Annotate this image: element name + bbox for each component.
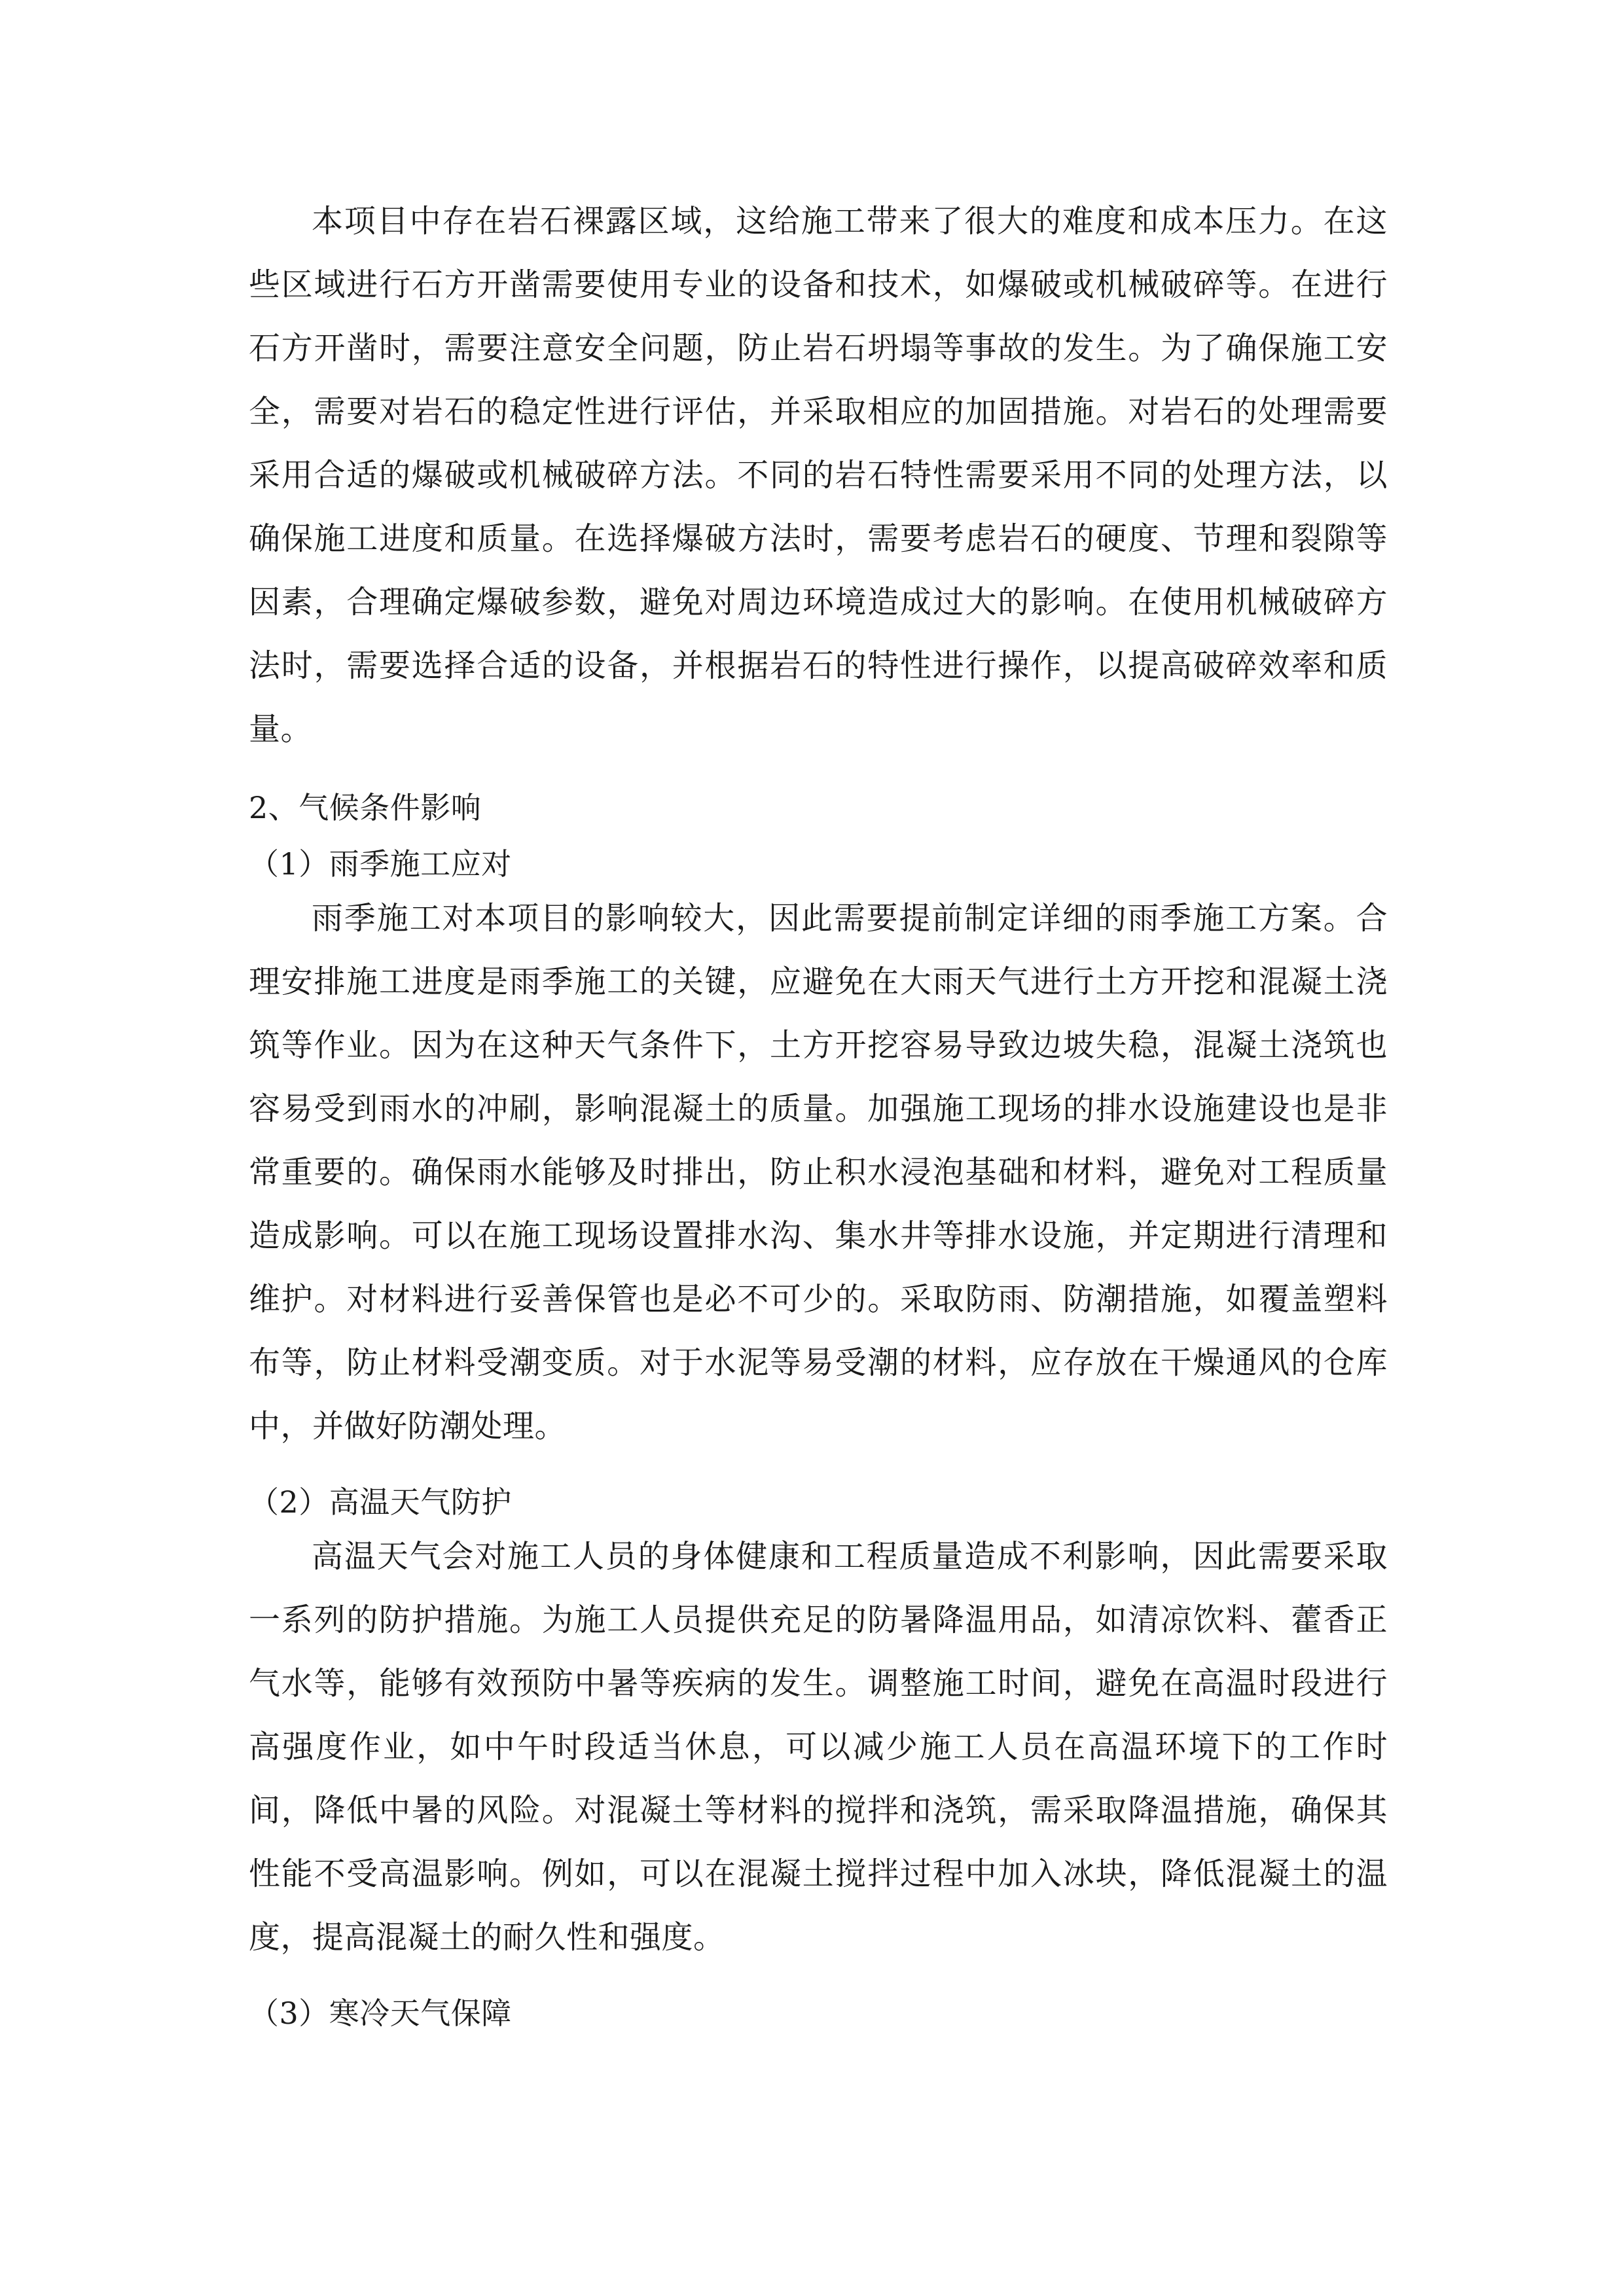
paragraph-rainy-season: 雨季施工对本项目的影响较大，因此需要提前制定详细的雨季施工方案。合理安排施工进度是雨季施工的关键，应避免在大雨天气进行土方开挖和混凝土浇筑等作业。因为在这种天气条件下，土方开挖容易导致边坡失稳，混凝土浇筑也容易受到雨水的冲刷，影响混凝土的质量。加强施工现场的排水设施建设也是非常重要的。确保雨水能够及时排出，防止积水浸泡基础和材料，避免对工程质量造成影响。可以在施工现场设置排水沟、集水井等排水设施，并定期进行清理和维护。对材料进行妥善保管也是必不可少的。采取防雨、防潮措施，如覆盖塑料布等，防止材料受潮变质。对于水泥等易受潮的材料，应存放在干燥通风的仓库中，并做好防潮处理。 bbox=[249, 900, 1388, 1444]
spacer bbox=[249, 1458, 1388, 1479]
spacer bbox=[249, 831, 1388, 841]
sub-heading-rainy-season: （1）雨季施工应对 bbox=[249, 846, 512, 882]
section-heading-climate: 2、气候条件影响 bbox=[249, 790, 482, 825]
paragraph-high-temperature: 高温天气会对施工人员的身体健康和工程质量造成不利影响，因此需要采取一系列的防护措施。为施工人员提供充足的防暑降温用品，如清凉饮料、藿香正气水等，能够有效预防中暑等疾病的发生。调整施工时间，避免在高温时段进行高强度作业，如中午时段适当休息，可以减少施工人员在高温环境下的工作时间，降低中暑的风险。对混凝土等材料的搅拌和浇筑，需采取降温措施，确保其性能不受高温影响。例如，可以在混凝土搅拌过程中加入冰块，降低混凝土的温度，提高混凝土的耐久性和强度。 bbox=[249, 1538, 1388, 1956]
spacer bbox=[249, 1969, 1388, 1990]
spacer bbox=[249, 761, 1388, 785]
document-body bbox=[249, 190, 1388, 2036]
sub-heading-cold-weather: （3）寒冷天气保障 bbox=[249, 1996, 512, 2031]
paragraph-rock-excavation: 本项目中存在岩石裸露区域，这给施工带来了很大的难度和成本压力。在这些区域进行石方开凿需要使用专业的设备和技术，如爆破或机械破碎等。在进行石方开凿时，需要注意安全问题，防止岩石坍塌等事故的发生。为了确保施工安全，需要对岩石的稳定性进行评估，并采取相应的加固措施。对岩石的处理需要采用合适的爆破或机械破碎方法。不同的岩石特性需要采用不同的处理方法，以确保施工进度和质量。在选择爆破方法时，需要考虑岩石的硬度、节理和裂隙等因素，合理确定爆破参数，避免对周边环境造成过大的影响。在使用机械破碎方法时，需要选择合适的设备，并根据岩石的特性进行操作，以提高破碎效率和质量。 bbox=[249, 203, 1388, 747]
sub-heading-high-temperature: （2）高温天气防护 bbox=[249, 1484, 512, 1520]
